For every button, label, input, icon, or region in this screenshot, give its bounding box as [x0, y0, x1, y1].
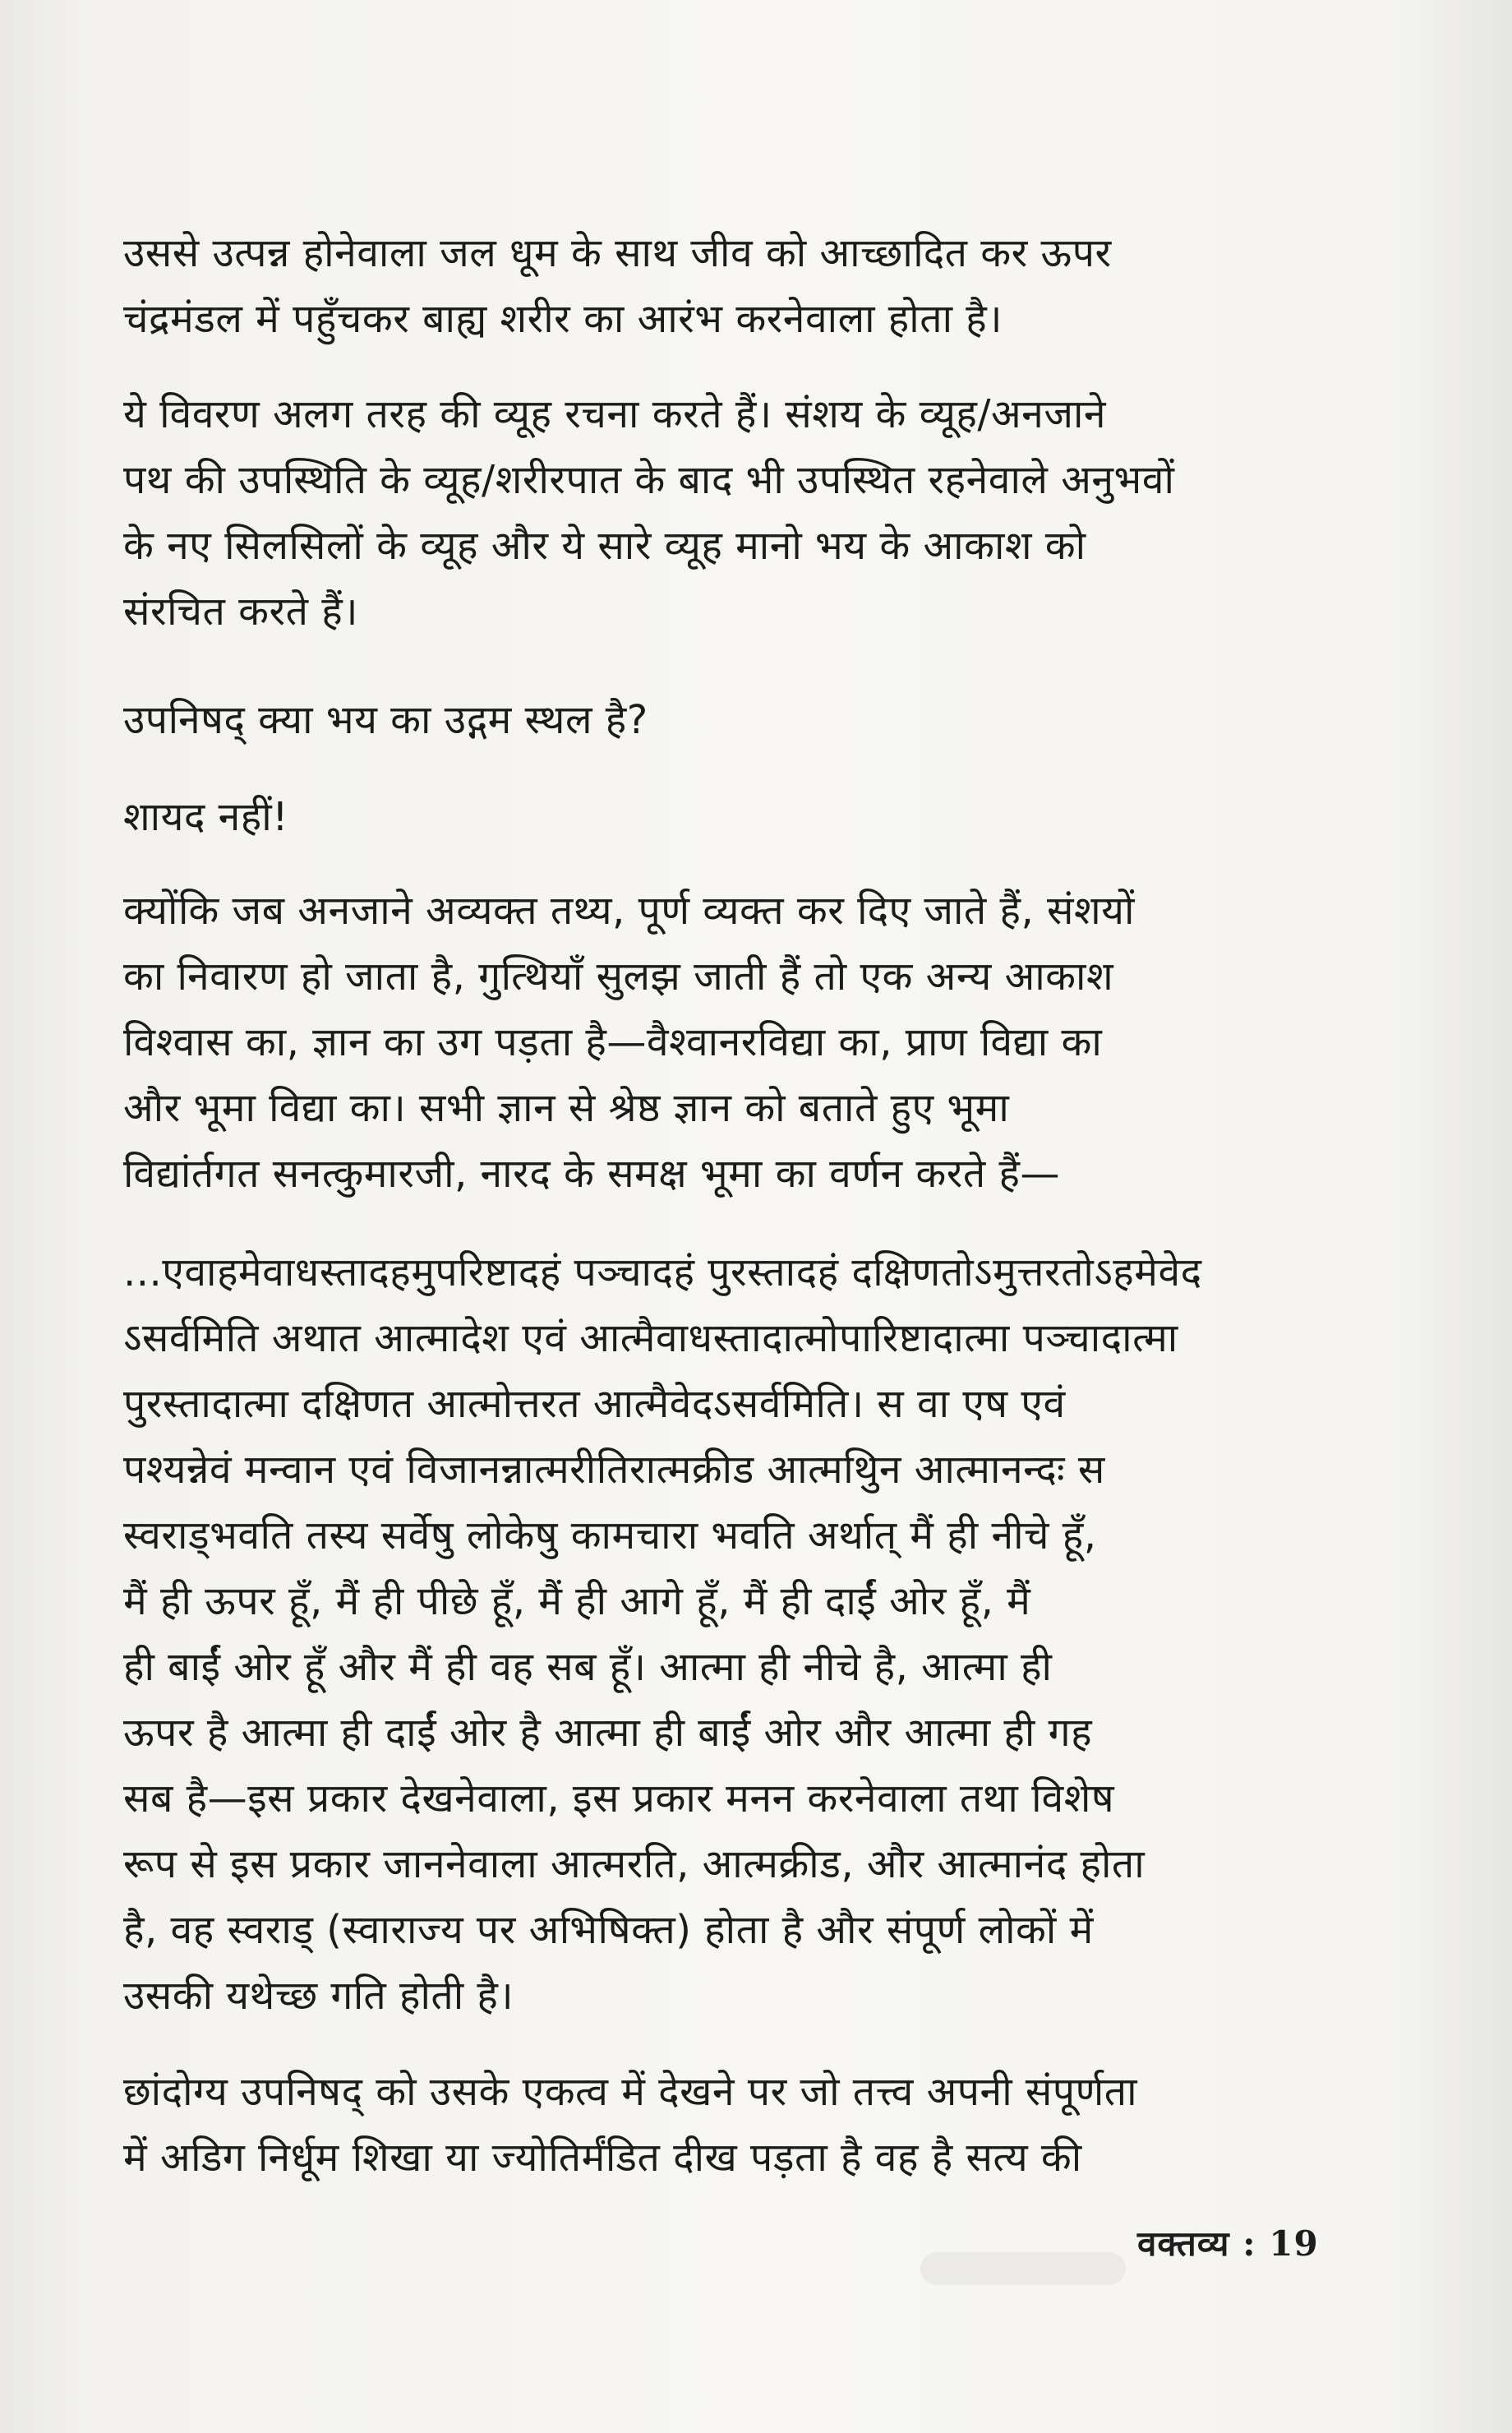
text-line: छांदोग्य उपनिषद् को उसके एकत्व में देखने पर जो तत्त्व अपनी संपूर्णता [123, 2069, 1138, 2115]
text-line: स्वराड्भवति तस्य सर्वेषु लोकेषु कामचारा भवति अर्थात् मैं ही नीचे हूँ, [123, 1512, 1097, 1558]
paragraph-5 [123, 878, 1331, 1207]
text-line: ही बाईं ओर हूँ और मैं ही वह सब हूँ। आत्मा ही नीचे है, आत्मा ही [123, 1644, 1053, 1690]
text-line: संरचित करते हैं। [123, 589, 358, 635]
page-smudge [920, 2252, 1126, 2285]
text-line: का निवारण हो जाता है, गुत्थियाँ सुलझ जाती हैं तो एक अन्य आकाश [123, 953, 1114, 1000]
text-line: विद्यांर्तगत सनत्कुमारजी, नारद के समक्ष भूमा का वर्णन करते हैं— [123, 1151, 1061, 1197]
text-line: ...एवाहमेवाधस्तादहमुपरिष्टादहं पञ्चादहं पुरस्तादहं दक्षिणतोऽमुत्तरतोऽहमेवेद [123, 1249, 1202, 1295]
page-footer-number: वक्तव्य : 19 [1137, 2223, 1319, 2264]
sanskrit-quote-paragraph [123, 1240, 1331, 2029]
text-line: के नए सिलसिलों के व्यूह और ये सारे व्यूह मानो भय के आकाश को [123, 523, 1086, 569]
text-line: में अडिग निर्धूम शिखा या ज्योतिर्मंडित दीख पड़ता है वह है सत्य की [123, 2135, 1082, 2181]
paragraph-3-question [123, 687, 1331, 753]
text-line: शायद नहीं! [123, 794, 288, 840]
text-line: उपनिषद् क्या भय का उद्गम स्थल है? [123, 697, 648, 743]
text-line: चंद्रमंडल में पहुँचकर बाह्य शरीर का आरंभ करनेवाला होता है। [123, 296, 1003, 342]
paragraph-7 [123, 2059, 1331, 2191]
text-line: सब है—इस प्रकार देखनेवाला, इस प्रकार मनन करनेवाला तथा विशेष [123, 1775, 1115, 1821]
text-line: विश्वास का, ज्ञान का उग पड़ता है—वैश्वानरविद्या का, प्राण विद्या का [123, 1019, 1103, 1065]
paragraph-1 [123, 220, 1331, 352]
paragraph-2 [123, 381, 1331, 644]
text-line: पुरस्तादात्मा दक्षिणत आत्मोत्तरत आत्मैवेदऽसर्वमिति। स वा एष एवं [123, 1381, 1066, 1427]
text-line: पश्यन्नेवं मन्वान एवं विजानन्नात्मरीतिरात्मक्रीड आत्मथुिन आत्मानन्दः स [123, 1447, 1105, 1493]
text-line: है, वह स्वराड् (स्वाराज्य पर अभिषिक्त) होता है और संपूर्ण लोकों में [123, 1907, 1094, 1953]
text-line: मैं ही ऊपर हूँ, मैं ही पीछे हूँ, मैं ही आगे हूँ, मैं ही दाईं ओर हूँ, मैं [123, 1578, 1031, 1624]
text-line: ऽसर्वमिति अथात आत्मादेश एवं आत्मैवाधस्तादात्मोपारिष्टादात्मा पञ्चादात्मा [123, 1315, 1178, 1361]
text-line: उसकी यथेच्छ गति होती है। [123, 1973, 514, 2019]
text-line: ऊपर है आत्मा ही दाईं ओर है आत्मा ही बाईं ओर और आत्मा ही गह [123, 1710, 1093, 1756]
text-line: रूप से इस प्रकार जाननेवाला आत्मरति, आत्मक्रीड, और आत्मानंद होता [123, 1841, 1146, 1887]
paragraph-4-answer [123, 784, 1331, 850]
text-line: उससे उत्पन्न होनेवाला जल धूम के साथ जीव को आच्छादित कर ऊपर [123, 230, 1112, 276]
text-line: पथ की उपस्थिति के व्यूह/शरीरपात के बाद भी उपस्थित रहनेवाले अनुभवों [123, 457, 1175, 503]
text-line: ये विवरण अलग तरह की व्यूह रचना करते हैं। संशय के व्यूह/अनजाने [123, 391, 1107, 437]
text-line: और भूमा विद्या का। सभी ज्ञान से श्रेष्ठ ज्ञान को बताते हुए भूमा [123, 1085, 1010, 1131]
text-line: क्योंकि जब अनजाने अव्यक्त तथ्य, पूर्ण व्यक्त कर दिए जाते हैं, संशयों [123, 888, 1135, 934]
